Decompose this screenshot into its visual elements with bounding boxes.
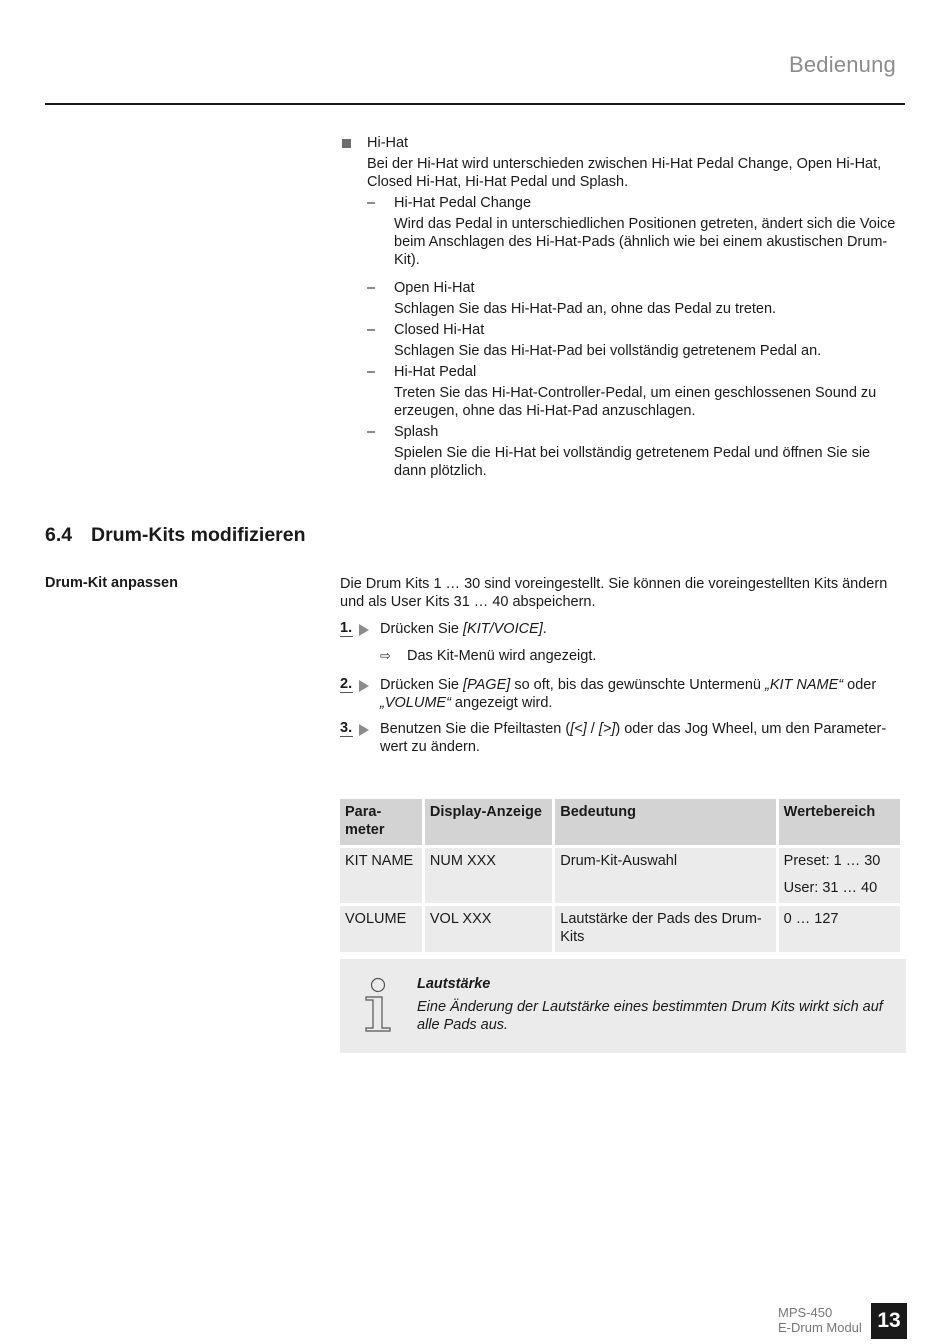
column-header: Wertebereich bbox=[779, 799, 900, 845]
header-divider bbox=[45, 103, 905, 105]
info-icon bbox=[360, 977, 396, 1033]
step-2 bbox=[340, 676, 905, 712]
range-value: 0 … 127 bbox=[783, 911, 839, 927]
step-number: 3. bbox=[340, 720, 353, 736]
step-text-part: oder bbox=[843, 677, 877, 693]
dash-bullet-icon: – bbox=[367, 280, 376, 296]
table-cell: Drum-Kit-Auswahl bbox=[555, 848, 775, 903]
menu-label: „VOLUME“ bbox=[380, 695, 451, 711]
step-text-part: / bbox=[586, 721, 599, 737]
list-item bbox=[340, 363, 905, 420]
table-cell bbox=[779, 848, 900, 903]
key-label: [<] bbox=[570, 721, 587, 737]
step-text-part: . bbox=[542, 621, 547, 637]
dash-bullet-icon: – bbox=[367, 322, 376, 338]
list-item-desc: Treten Sie das Hi-Hat-Controller-Pedal, um einen geschlossenen Sound zu erzeugen, ohne das Hi-Hat-Pad anzuschlagen. bbox=[394, 385, 877, 419]
step-arrow-icon bbox=[359, 624, 369, 636]
step-3 bbox=[340, 720, 905, 756]
list-item bbox=[340, 423, 905, 480]
step-text-part: Drücken Sie bbox=[380, 621, 464, 637]
page-number: 13 bbox=[871, 1303, 907, 1339]
list-item-title: Open Hi-Hat bbox=[394, 280, 475, 296]
intro-paragraph: Die Drum Kits 1 … 30 sind voreingestellt. Sie können die voreingestellten Kits ändern und als User Kits 31 … 40 abspeichern. bbox=[340, 576, 888, 610]
hihat-type-list bbox=[340, 194, 905, 480]
section-heading bbox=[45, 524, 306, 547]
range-value: Preset: 1 … 30 bbox=[783, 853, 881, 869]
list-item bbox=[340, 321, 905, 360]
footer-product-name: E-Drum Modul bbox=[778, 1320, 862, 1335]
info-box bbox=[340, 959, 906, 1053]
footer-product bbox=[778, 1305, 862, 1335]
step-text-part: Benutzen Sie die Pfeiltasten ( bbox=[380, 721, 571, 737]
parameter-table bbox=[337, 796, 903, 955]
table-cell: VOL XXX bbox=[425, 906, 552, 952]
key-label: [PAGE] bbox=[463, 677, 511, 693]
step-text bbox=[340, 720, 905, 756]
list-item-title: Hi-Hat Pedal bbox=[394, 364, 477, 380]
list-item-desc: Schlagen Sie das Hi-Hat-Pad bei vollständig getretenem Pedal an. bbox=[394, 343, 822, 359]
table-cell: KIT NAME bbox=[340, 848, 422, 903]
side-label: Drum-Kit anpassen bbox=[45, 575, 178, 591]
list-item-desc: Wird das Pedal in unterschiedlichen Positionen getreten, ändert sich die Voice beim Anschlagen des Hi-Hat-Pads (ähnlich wie bei einem akustischen Drum-Kit). bbox=[394, 216, 896, 268]
square-bullet-icon bbox=[342, 139, 351, 148]
table-cell: Lautstärke der Pads des Drum-Kits bbox=[555, 906, 775, 952]
step-1 bbox=[340, 620, 905, 638]
page-header-title: Bedienung bbox=[788, 52, 896, 77]
step-text-part: angezeigt wird. bbox=[450, 695, 553, 711]
list-item-desc: Schlagen Sie das Hi-Hat-Pad an, ohne das Pedal zu treten. bbox=[394, 301, 777, 317]
hihat-bullet bbox=[340, 134, 905, 152]
table-cell bbox=[779, 906, 900, 952]
column-header: Para-meter bbox=[340, 799, 422, 845]
column-header: Bedeutung bbox=[555, 799, 775, 845]
result-text: Das Kit-Menü wird angezeigt. bbox=[407, 648, 597, 664]
section-number: 6.4 bbox=[45, 524, 73, 546]
section-title: Drum-Kits modifizieren bbox=[91, 524, 306, 546]
dash-bullet-icon: – bbox=[367, 424, 376, 440]
hihat-description: Bei der Hi-Hat wird unterschieden zwischen Hi-Hat Pedal Change, Open Hi-Hat, Closed Hi-Hat, Hi-Hat Pedal und Splash. bbox=[367, 156, 882, 190]
dash-bullet-icon: – bbox=[367, 195, 376, 211]
column-header: Display-Anzeige bbox=[425, 799, 552, 845]
table-row bbox=[340, 848, 900, 903]
step-arrow-icon bbox=[359, 724, 369, 736]
range-value: User: 31 … 40 bbox=[783, 880, 878, 896]
step-arrow-icon bbox=[359, 680, 369, 692]
dash-bullet-icon: – bbox=[367, 364, 376, 380]
list-item-title: Closed Hi-Hat bbox=[394, 322, 485, 338]
list-item-desc: Spielen Sie die Hi-Hat bei vollständig getretenem Pedal und öffnen Sie sie dann plötzlich. bbox=[394, 445, 871, 479]
step-number: 2. bbox=[340, 676, 353, 692]
table-row bbox=[340, 906, 900, 952]
list-item-title: Hi-Hat Pedal Change bbox=[394, 195, 532, 211]
step-text bbox=[340, 676, 905, 712]
key-label: [KIT/VOICE] bbox=[463, 621, 543, 637]
hihat-section bbox=[340, 134, 905, 483]
step-1-result bbox=[380, 647, 900, 665]
result-arrow-icon: ⇨ bbox=[380, 648, 391, 663]
table-cell: VOLUME bbox=[340, 906, 422, 952]
step-text-part: so oft, bis das gewünschte Untermenü bbox=[510, 677, 765, 693]
list-item bbox=[340, 279, 905, 318]
step-text-part: Drücken Sie bbox=[380, 677, 464, 693]
info-title: Lautstärke bbox=[417, 976, 491, 992]
footer-model-name: MPS-450 bbox=[778, 1305, 833, 1320]
step-text-part: ) oder das Jog Wheel, um den Parameter-wert zu ändern. bbox=[380, 721, 887, 755]
list-item-title: Splash bbox=[394, 424, 439, 440]
info-text: Eine Änderung der Lautstärke eines bestimmten Drum Kits wirkt sich auf alle Pads aus. bbox=[417, 999, 883, 1033]
table-header-row bbox=[340, 799, 900, 845]
key-label: [>] bbox=[598, 721, 616, 737]
hihat-title: Hi-Hat bbox=[367, 135, 409, 151]
table-cell: NUM XXX bbox=[425, 848, 552, 903]
list-item bbox=[340, 194, 905, 269]
step-text bbox=[340, 620, 905, 638]
menu-label: „KIT NAME“ bbox=[765, 677, 844, 693]
step-number: 1. bbox=[340, 620, 353, 636]
